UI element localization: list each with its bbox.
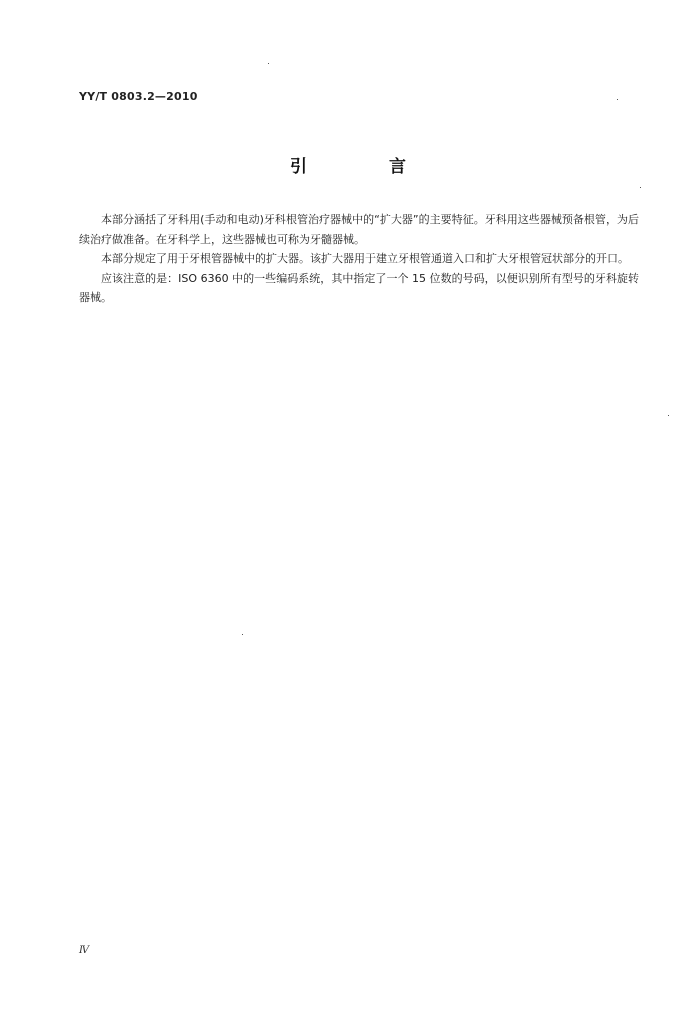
body-text	[79, 210, 639, 308]
paragraph: 本部分涵括了牙科用(手动和电动)牙科根管治疗器械中的“扩大器”的主要特征。牙科用这些器械预备根管，为后续治疗做准备。在牙科学上，这些器械也可称为牙髓器械。	[79, 213, 639, 246]
page-number: Ⅳ	[79, 945, 89, 956]
scan-speck	[640, 187, 641, 188]
standard-number: YY/T 0803.2—2010	[79, 90, 198, 103]
scan-speck	[668, 415, 669, 416]
scan-speck	[242, 634, 243, 635]
scan-speck	[268, 63, 269, 64]
paragraph: 应该注意的是：ISO 6360 中的一些编码系统，其中指定了一个 15 位数的号码，以便识别所有型号的牙科旋转器械。	[79, 271, 639, 304]
section-title: 引 言	[290, 157, 444, 177]
scan-speck	[617, 99, 618, 100]
paragraph: 本部分规定了用于牙根管器械中的扩大器。该扩大器用于建立牙根管通道入口和扩大牙根管冠状部分的开口。	[101, 252, 629, 265]
